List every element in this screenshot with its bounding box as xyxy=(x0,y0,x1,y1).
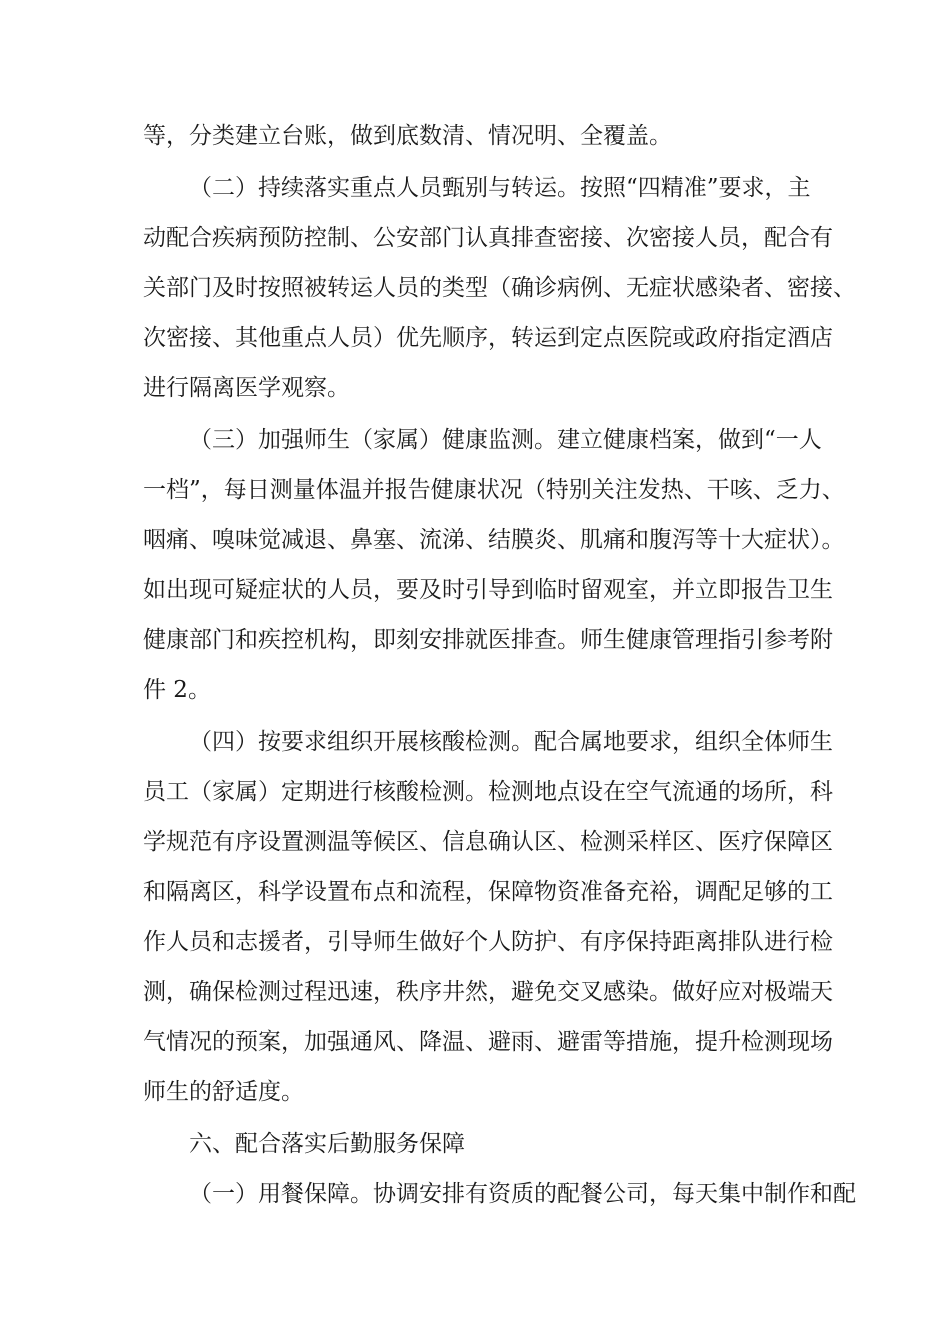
text-line: 如出现可疑症状的人员，要及时引导到临时留观室，并立即报告卫生 xyxy=(143,577,833,603)
text-line: 师生的舒适度。 xyxy=(143,1079,304,1105)
text-line: （二）持续落实重点人员甄别与转运。按照“四精准”要求，主 xyxy=(189,175,811,201)
text-line: 学规范有序设置测温等候区、信息确认区、检测采样区、医疗保障区 xyxy=(143,829,833,855)
text-line: 一档”，每日测量体温并报告健康状况（特别关注发热、干咳、乏力、 xyxy=(143,477,845,503)
text-line: 作人员和志援者，引导师生做好个人防护、有序保持距离排队进行检 xyxy=(143,929,833,955)
text-line: 等，分类建立台账，做到底数清、情况明、全覆盖。 xyxy=(143,123,672,149)
text-line: （一）用餐保障。协调安排有资质的配餐公司，每天集中制作和配 xyxy=(189,1181,856,1207)
section-heading: 六、配合落实后勤服务保障 xyxy=(189,1131,465,1157)
text-line: （三）加强师生（家属）健康监测。建立健康档案，做到“一人 xyxy=(189,427,822,453)
text-line: 次密接、其他重点人员）优先顺序，转运到定点医院或政府指定酒店 xyxy=(143,325,833,351)
text-line: 健康部门和疾控机构，即刻安排就医排查。师生健康管理指引参考附 xyxy=(143,627,833,653)
text-line: 件 2。 xyxy=(143,677,211,703)
text-line: 动配合疾病预防控制、公安部门认真排查密接、次密接人员，配合有 xyxy=(143,225,833,251)
text-line: （四）按要求组织开展核酸检测。配合属地要求，组织全体师生 xyxy=(189,729,833,755)
text-line: 和隔离区，科学设置布点和流程，保障物资准备充裕，调配足够的工 xyxy=(143,879,833,905)
text-line: 气情况的预案，加强通风、降温、避雨、避雷等措施，提升检测现场 xyxy=(143,1029,833,1055)
text-line: 咽痛、嗅味觉减退、鼻塞、流涕、结膜炎、肌痛和腹泻等十大症状）。 xyxy=(143,527,845,553)
text-line: 进行隔离医学观察。 xyxy=(143,375,350,401)
text-line: 员工（家属）定期进行核酸检测。检测地点设在空气流通的场所，科 xyxy=(143,779,833,805)
text-line: 测，确保检测过程迅速，秩序井然，避免交叉感染。做好应对极端天 xyxy=(143,979,833,1005)
text-line: 关部门及时按照被转运人员的类型（确诊病例、无症状感染者、密接、 xyxy=(143,275,856,301)
